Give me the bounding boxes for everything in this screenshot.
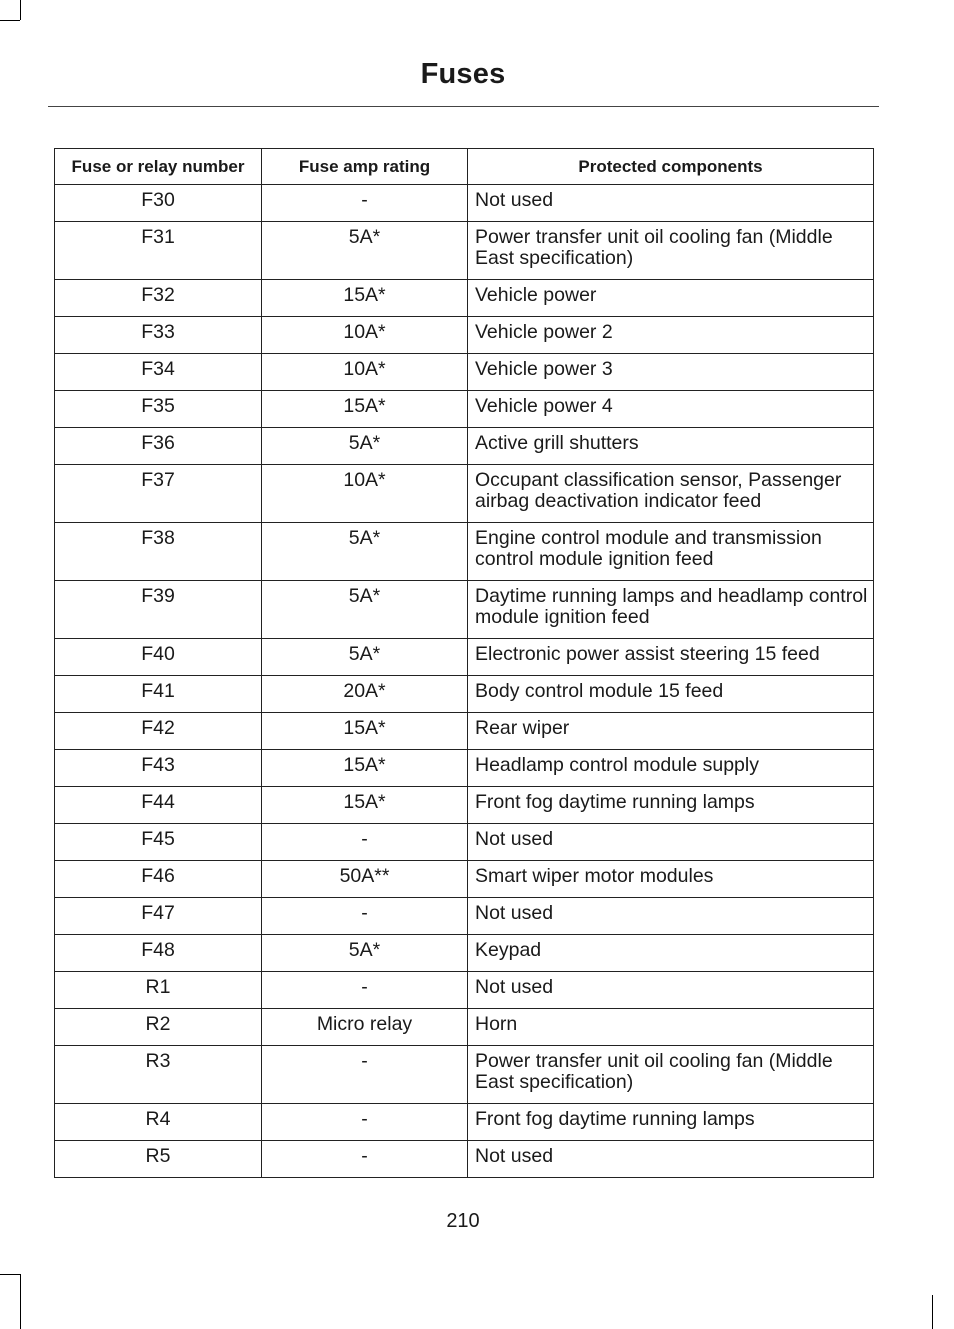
header-amp-rating: Fuse amp rating bbox=[262, 149, 468, 185]
fuse-number-cell: F46 bbox=[55, 861, 262, 898]
table-row bbox=[55, 824, 874, 861]
component-cell: Vehicle power 3 bbox=[468, 354, 874, 391]
component-cell: Body control module 15 feed bbox=[468, 676, 874, 713]
fuse-number-cell: F44 bbox=[55, 787, 262, 824]
component-cell: Vehicle power bbox=[468, 280, 874, 317]
fuse-number-cell: R1 bbox=[55, 972, 262, 1009]
table-row bbox=[55, 676, 874, 713]
amp-rating-cell: 15A* bbox=[262, 750, 468, 787]
fuse-number-cell: R5 bbox=[55, 1141, 262, 1178]
table-row bbox=[55, 935, 874, 972]
crop-mark-bottom-right-vertical bbox=[932, 1295, 933, 1329]
crop-mark-top-left-vertical bbox=[20, 0, 21, 20]
component-cell: Not used bbox=[468, 1141, 874, 1178]
table-row bbox=[55, 750, 874, 787]
amp-rating-cell: - bbox=[262, 1046, 468, 1104]
component-cell: Power transfer unit oil cooling fan (Middle East specification) bbox=[468, 1046, 874, 1104]
table-row bbox=[55, 861, 874, 898]
fuse-number-cell: F47 bbox=[55, 898, 262, 935]
fuse-number-cell: F43 bbox=[55, 750, 262, 787]
component-cell: Rear wiper bbox=[468, 713, 874, 750]
page-title: Fuses bbox=[420, 58, 506, 90]
component-cell: Not used bbox=[468, 824, 874, 861]
table-row bbox=[55, 787, 874, 824]
table-row bbox=[55, 1104, 874, 1141]
fuse-number-cell: F45 bbox=[55, 824, 262, 861]
fuse-table bbox=[54, 148, 874, 1178]
fuse-number-cell: F33 bbox=[55, 317, 262, 354]
component-cell: Electronic power assist steering 15 feed bbox=[468, 639, 874, 676]
table-row bbox=[55, 317, 874, 354]
component-cell: Keypad bbox=[468, 935, 874, 972]
table-header-row bbox=[55, 149, 874, 185]
amp-rating-cell: 15A* bbox=[262, 787, 468, 824]
fuse-number-cell: F48 bbox=[55, 935, 262, 972]
amp-rating-cell: 10A* bbox=[262, 317, 468, 354]
component-cell: Not used bbox=[468, 898, 874, 935]
component-cell: Occupant classification sensor, Passenger airbag deactivation indicator feed bbox=[468, 465, 874, 523]
component-cell: Engine control module and transmission control module ignition feed bbox=[468, 523, 874, 581]
amp-rating-cell: 10A* bbox=[262, 465, 468, 523]
fuse-number-cell: R2 bbox=[55, 1009, 262, 1046]
amp-rating-cell: - bbox=[262, 972, 468, 1009]
amp-rating-cell: 15A* bbox=[262, 713, 468, 750]
fuse-number-cell: F36 bbox=[55, 428, 262, 465]
fuse-number-cell: F35 bbox=[55, 391, 262, 428]
component-cell: Power transfer unit oil cooling fan (Middle East specification) bbox=[468, 222, 874, 280]
table-row bbox=[55, 523, 874, 581]
fuse-number-cell: F38 bbox=[55, 523, 262, 581]
crop-mark-bottom-left-horizontal bbox=[0, 1274, 20, 1275]
fuse-number-cell: R3 bbox=[55, 1046, 262, 1104]
table-row bbox=[55, 354, 874, 391]
table-row bbox=[55, 222, 874, 280]
amp-rating-cell: 5A* bbox=[262, 222, 468, 280]
fuse-number-cell: F34 bbox=[55, 354, 262, 391]
amp-rating-cell: - bbox=[262, 1104, 468, 1141]
amp-rating-cell: - bbox=[262, 898, 468, 935]
table-row bbox=[55, 428, 874, 465]
header-fuse-number: Fuse or relay number bbox=[55, 149, 262, 185]
table-row bbox=[55, 465, 874, 523]
table-row bbox=[55, 713, 874, 750]
table-row bbox=[55, 972, 874, 1009]
fuse-number-cell: F41 bbox=[55, 676, 262, 713]
table-row bbox=[55, 639, 874, 676]
amp-rating-cell: 20A* bbox=[262, 676, 468, 713]
component-cell: Vehicle power 4 bbox=[468, 391, 874, 428]
fuse-number-cell: F31 bbox=[55, 222, 262, 280]
title-divider bbox=[48, 106, 879, 107]
table-row bbox=[55, 1009, 874, 1046]
page-number: 210 bbox=[446, 1210, 480, 1232]
table-row bbox=[55, 581, 874, 639]
amp-rating-cell: 50A** bbox=[262, 861, 468, 898]
fuse-number-cell: F30 bbox=[55, 185, 262, 222]
fuse-number-cell: F42 bbox=[55, 713, 262, 750]
fuse-number-cell: F32 bbox=[55, 280, 262, 317]
table-row bbox=[55, 391, 874, 428]
component-cell: Horn bbox=[468, 1009, 874, 1046]
amp-rating-cell: - bbox=[262, 185, 468, 222]
component-cell: Vehicle power 2 bbox=[468, 317, 874, 354]
component-cell: Not used bbox=[468, 185, 874, 222]
header-protected-components: Protected components bbox=[468, 149, 874, 185]
crop-mark-top-left-horizontal bbox=[0, 20, 20, 21]
table-row bbox=[55, 1141, 874, 1178]
component-cell: Not used bbox=[468, 972, 874, 1009]
fuse-number-cell: F37 bbox=[55, 465, 262, 523]
amp-rating-cell: 5A* bbox=[262, 523, 468, 581]
component-cell: Headlamp control module supply bbox=[468, 750, 874, 787]
component-cell: Active grill shutters bbox=[468, 428, 874, 465]
amp-rating-cell: Micro relay bbox=[262, 1009, 468, 1046]
component-cell: Daytime running lamps and headlamp control module ignition feed bbox=[468, 581, 874, 639]
component-cell: Front fog daytime running lamps bbox=[468, 787, 874, 824]
crop-mark-bottom-left-vertical bbox=[20, 1274, 21, 1329]
fuse-number-cell: F39 bbox=[55, 581, 262, 639]
amp-rating-cell: 5A* bbox=[262, 428, 468, 465]
amp-rating-cell: 15A* bbox=[262, 280, 468, 317]
table-row bbox=[55, 280, 874, 317]
amp-rating-cell: 5A* bbox=[262, 639, 468, 676]
fuse-number-cell: F40 bbox=[55, 639, 262, 676]
amp-rating-cell: 10A* bbox=[262, 354, 468, 391]
amp-rating-cell: 5A* bbox=[262, 935, 468, 972]
amp-rating-cell: - bbox=[262, 1141, 468, 1178]
table-row bbox=[55, 185, 874, 222]
component-cell: Smart wiper motor modules bbox=[468, 861, 874, 898]
fuse-number-cell: R4 bbox=[55, 1104, 262, 1141]
amp-rating-cell: - bbox=[262, 824, 468, 861]
amp-rating-cell: 5A* bbox=[262, 581, 468, 639]
amp-rating-cell: 15A* bbox=[262, 391, 468, 428]
table-row bbox=[55, 1046, 874, 1104]
table-row bbox=[55, 898, 874, 935]
component-cell: Front fog daytime running lamps bbox=[468, 1104, 874, 1141]
